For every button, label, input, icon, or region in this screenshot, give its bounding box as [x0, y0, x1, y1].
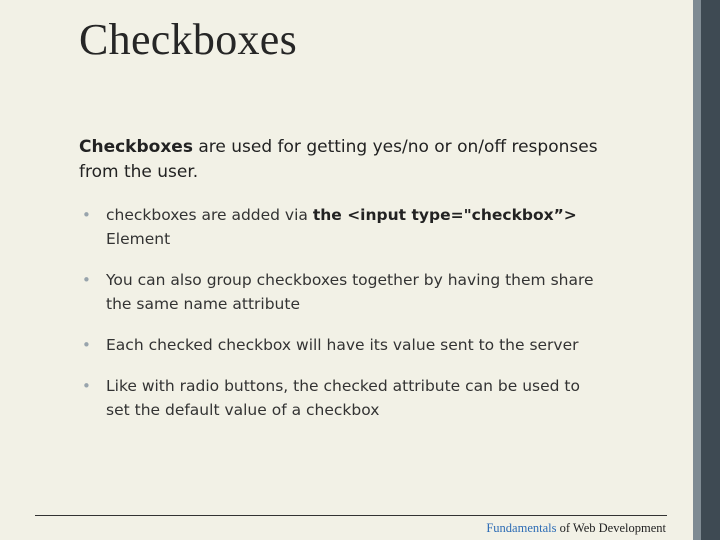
bullet-text: You can also group checkboxes together by having them share the same name attribute	[106, 271, 594, 313]
footer-rest: of Web Development	[556, 521, 666, 535]
bullet-bold-text: the <input type="checkbox”>	[312, 206, 577, 224]
bullet-icon: •	[82, 336, 91, 354]
side-decoration-bar	[693, 0, 720, 540]
bullet-list	[79, 203, 599, 439]
bullet-item	[79, 374, 599, 422]
bullet-item	[79, 203, 599, 251]
footer-divider	[35, 515, 667, 516]
intro-paragraph	[79, 135, 599, 185]
bullet-text: Each checked checkbox will have its value sent to the server	[106, 336, 579, 354]
footer-text	[486, 521, 666, 536]
bullet-text: checkboxes are added via	[106, 206, 313, 224]
bullet-text-end: Element	[106, 230, 171, 248]
side-decoration-accent	[693, 0, 701, 540]
bullet-icon: •	[82, 271, 91, 289]
bullet-text: Like with radio buttons, the checked attribute can be used to set the default value of a checkbox	[106, 377, 580, 419]
bullet-item	[79, 268, 599, 316]
intro-text: are used for getting yes/no or on/off responses from the user.	[79, 137, 598, 182]
intro-bold-term: Checkboxes	[79, 137, 193, 157]
bullet-icon: •	[82, 206, 91, 224]
bullet-icon: •	[82, 377, 91, 395]
footer-accent-word: Fundamentals	[486, 521, 557, 535]
slide-title: Checkboxes	[79, 15, 298, 64]
bullet-item	[79, 333, 599, 357]
